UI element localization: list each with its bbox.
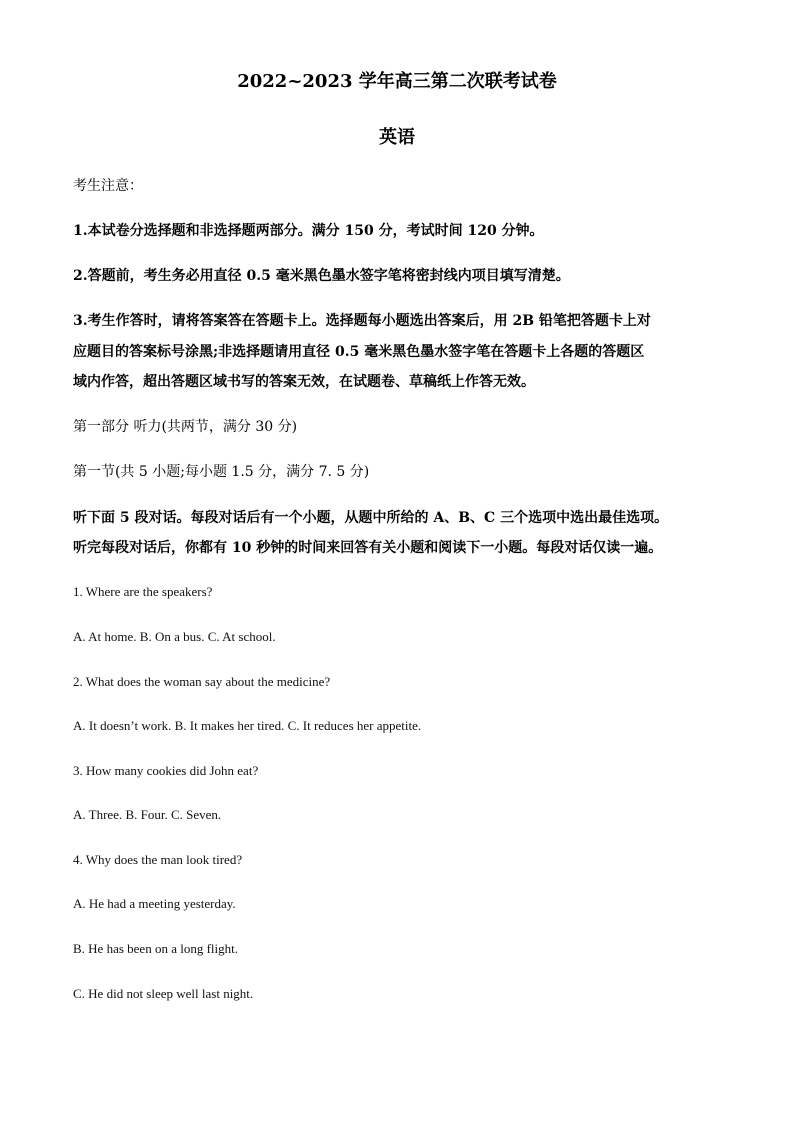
notice-item-3-line-2: 应题目的答案标号涂黑;非选择题请用直径 0.5 毫米黑色墨水签字笔在答题卡上各题的答题区 bbox=[73, 344, 645, 360]
notice-item-2: 2.答题前，考生务必用直径 0.5 毫米黑色墨水签字笔将密封线内项目填写清楚。 bbox=[73, 268, 570, 284]
question-2: 2. What does the woman say about the medicine? bbox=[73, 674, 331, 689]
notice-heading: 考生注意： bbox=[73, 178, 143, 194]
question-4-option-a: A. He had a meeting yesterday. bbox=[73, 896, 236, 911]
question-1-options: A. At home. B. On a bus. C. At school. bbox=[73, 629, 276, 644]
instructions-line-2: 听完每段对话后，你都有 10 秒钟的时间来回答有关小题和阅读下一小题。每段对话仅读一遍。 bbox=[73, 540, 663, 556]
section1-heading: 第一节(共 5 小题;每小题 1.5 分，满分 7. 5 分) bbox=[73, 464, 370, 480]
subject-title: 英语 bbox=[379, 127, 415, 148]
question-2-options: A. It doesn’t work. B. It makes her tired. C. It reduces her appetite. bbox=[73, 718, 422, 733]
question-4-option-b: B. He has been on a long flight. bbox=[73, 941, 238, 956]
part1-heading: 第一部分 听力(共两节，满分 30 分) bbox=[73, 419, 298, 435]
question-3-options: A. Three. B. Four. C. Seven. bbox=[73, 807, 222, 822]
notice-item-1: 1.本试卷分选择题和非选择题两部分。满分 150 分，考试时间 120 分钟。 bbox=[73, 223, 544, 239]
question-1: 1. Where are the speakers? bbox=[73, 584, 213, 599]
question-3: 3. How many cookies did John eat? bbox=[73, 763, 259, 778]
notice-item-3-line-3: 域内作答，超出答题区域书写的答案无效，在试题卷、草稿纸上作答无效。 bbox=[73, 374, 535, 390]
instructions-line-1: 听下面 5 段对话。每段对话后有一个小题，从题中所给的 A、B、C 三个选项中选出最佳选项。 bbox=[73, 510, 669, 526]
exam-title: 2022~2023 学年高三第二次联考试卷 bbox=[237, 71, 557, 92]
notice-item-3-line-1: 3.考生作答时，请将答案答在答题卡上。选择题每小题选出答案后，用 2B 铅笔把答题卡上对 bbox=[73, 313, 651, 329]
question-4: 4. Why does the man look tired? bbox=[73, 852, 243, 867]
question-4-option-c: C. He did not sleep well last night. bbox=[73, 986, 254, 1001]
